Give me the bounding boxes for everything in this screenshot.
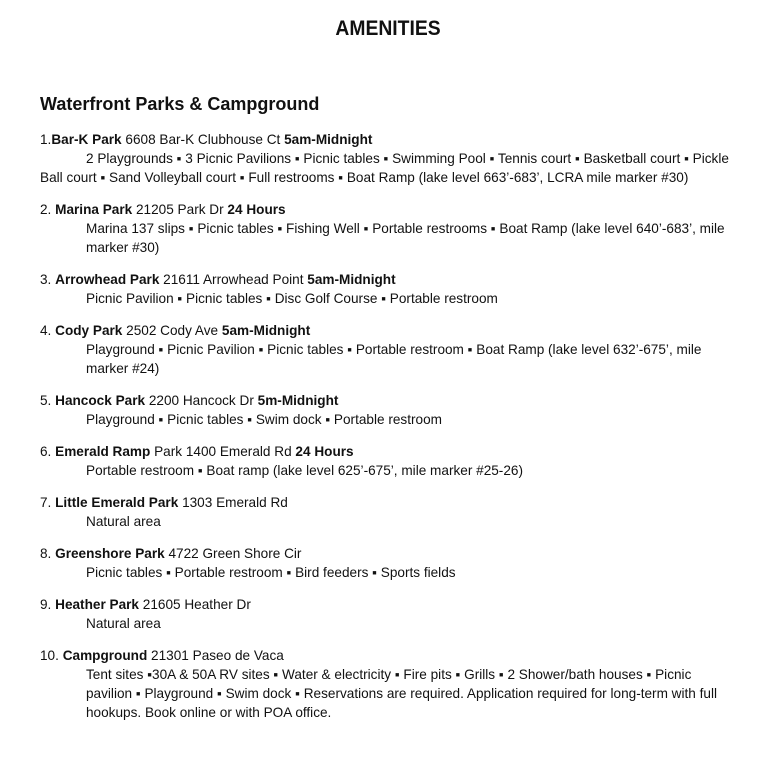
list-item-bar-k-park (40, 130, 740, 187)
list-item-emerald-ramp (40, 442, 740, 480)
item-details: Portable restroom ▪ Boat ramp (lake level 625’-675’, mile marker #25-26) (86, 463, 523, 478)
page-title: AMENITIES (335, 17, 441, 40)
item-details: Playground ▪ Picnic tables ▪ Swim dock ▪ Portable restroom (86, 412, 442, 427)
item-hours: 5am-Midnight (284, 132, 373, 147)
amenities-list (40, 130, 740, 735)
item-details: Natural area (86, 514, 161, 529)
item-address: 4722 Green Shore Cir (168, 546, 302, 561)
list-item-hancock-park (40, 391, 740, 429)
item-address: 21205 Park Dr (135, 202, 224, 217)
item-name: Hancock Park (55, 393, 146, 408)
item-details: Picnic Pavilion ▪ Picnic tables ▪ Disc Golf Course ▪ Portable restroom (86, 291, 498, 306)
list-item-little-emerald-park (40, 493, 740, 531)
item-number: 4. (40, 323, 52, 338)
item-address: 21301 Paseo de Vaca (151, 648, 284, 663)
section-heading: Waterfront Parks & Campground (40, 94, 320, 114)
list-item-cody-park (40, 321, 740, 378)
item-number: 1. (40, 132, 52, 147)
list-item-greenshore-park (40, 544, 740, 582)
item-address: 2502 Cody Ave (126, 323, 219, 338)
item-number: 6. (40, 444, 52, 459)
item-number: 3. (40, 272, 52, 287)
item-address: 21605 Heather Dr (142, 597, 251, 612)
item-hours: 5am-Midnight (307, 272, 396, 287)
list-item-campground (40, 646, 740, 722)
item-address: 21611 Arrowhead Point (163, 272, 304, 287)
item-hours: 5m-Midnight (257, 393, 339, 408)
item-number: 2. (40, 202, 52, 217)
item-number: 8. (40, 546, 52, 561)
item-number: 10. (40, 648, 59, 663)
item-number: 5. (40, 393, 52, 408)
item-address: Park 1400 Emerald Rd (154, 444, 292, 459)
list-item-arrowhead-park (40, 270, 740, 308)
list-item-marina-park (40, 200, 740, 257)
item-address: 6608 Bar-K Clubhouse Ct (125, 132, 281, 147)
item-number: 7. (40, 495, 52, 510)
item-name: Emerald Ramp (55, 444, 151, 459)
item-address: 1303 Emerald Rd (182, 495, 288, 510)
item-details: Tent sites ▪30A & 50A RV sites ▪ Water & electricity ▪ Fire pits ▪ Grills ▪ 2 Shower/bath houses ▪ Picnic pavilion ▪ Playground ▪ Swim dock ▪ Reservations are required. Application required for long-term with full hookups. Book online or with POA office. (86, 667, 718, 720)
item-details: Marina 137 slips ▪ Picnic tables ▪ Fishing Well ▪ Portable restrooms ▪ Boat Ramp (lake level 640’-683’, mile marker #30) (86, 221, 725, 255)
item-hours: 24 Hours (295, 444, 354, 459)
item-name: Arrowhead Park (55, 272, 160, 287)
item-hours: 5am-Midnight (221, 323, 311, 338)
item-name: Heather Park (55, 597, 139, 612)
item-hours: 24 Hours (227, 202, 286, 217)
item-name: Greenshore Park (55, 546, 165, 561)
item-address: 2200 Hancock Dr (148, 393, 254, 408)
item-name: Marina Park (55, 202, 133, 217)
item-details: Playground ▪ Picnic Pavilion ▪ Picnic tables ▪ Portable restroom ▪ Boat Ramp (lake level 632’-675’, mile marker #24) (86, 342, 702, 376)
item-name: Bar-K Park (51, 132, 122, 147)
item-number: 9. (40, 597, 52, 612)
item-name: Campground (62, 648, 148, 663)
item-details: Picnic tables ▪ Portable restroom ▪ Bird feeders ▪ Sports fields (86, 565, 456, 580)
item-name: Cody Park (55, 323, 123, 338)
item-details: 2 Playgrounds ▪ 3 Picnic Pavilions ▪ Picnic tables ▪ Swimming Pool ▪ Tennis court ▪ Basketball court ▪ Pickle Ball court ▪ Sand Volleyball court ▪ Full restrooms ▪ Boat Ramp (lake level 663’-683’, LCRA mile marker #30) (40, 151, 729, 185)
list-item-heather-park (40, 595, 740, 633)
item-name: Little Emerald Park (55, 495, 179, 510)
item-details: Natural area (86, 616, 161, 631)
